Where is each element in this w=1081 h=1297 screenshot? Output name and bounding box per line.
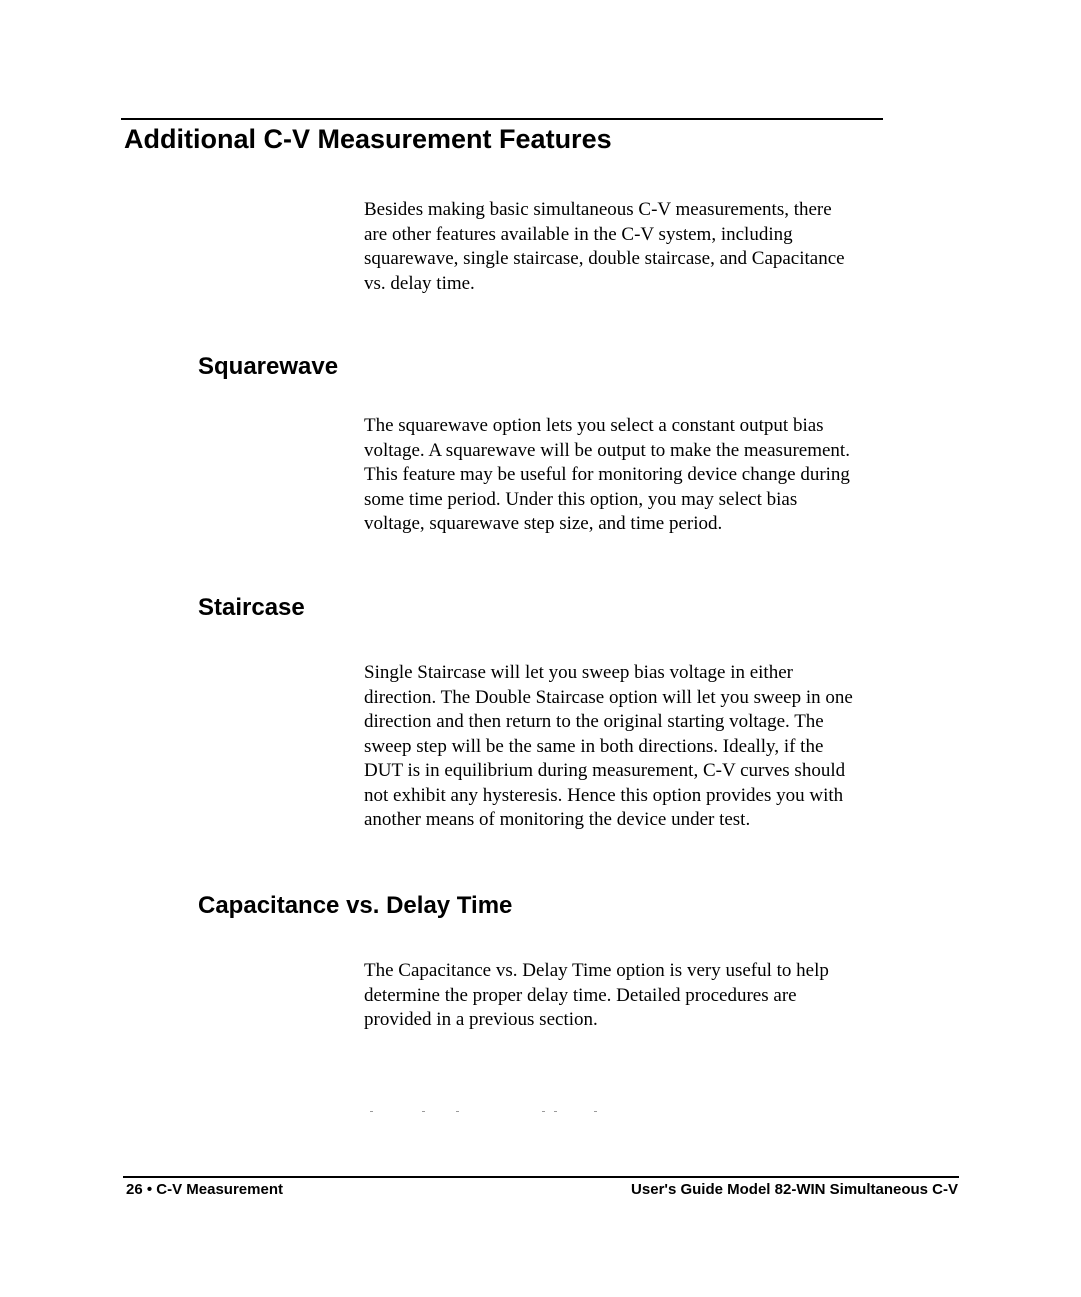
footer-guide-title: User's Guide Model 82-WIN Simultaneous C-V: [631, 1181, 958, 1198]
intro-line: squarewave, single staircase, double staircase, and Capacitance: [364, 248, 845, 269]
section-heading-staircase: Staircase: [198, 594, 305, 621]
intro-paragraph: [364, 198, 894, 296]
section-heading-squarewave: Squarewave: [198, 353, 339, 380]
paragraph-line: sweep step will be the same in both directions. Ideally, if the: [364, 735, 824, 757]
intro-line: are other features available in the C-V system, including: [364, 223, 793, 245]
section-heading-capacitance-delay: Capacitance vs. Delay Time: [198, 892, 513, 919]
paragraph-line: DUT is in equilibrium during measurement, C-V curves should: [364, 760, 846, 781]
paragraph-line: determine the proper delay time. Detailed procedures are: [364, 984, 797, 1006]
footer-rule: [123, 1176, 959, 1178]
squarewave-paragraph: [364, 414, 894, 537]
paragraph-line: voltage. A squarewave will be output to make the measurement.: [364, 439, 850, 461]
capacitance-delay-paragraph: [364, 959, 894, 1033]
scan-specks: [370, 1111, 600, 1115]
paragraph-line: provided in a previous section.: [364, 1009, 598, 1030]
paragraph-line: direction. The Double Staircase option will let you sweep in one: [364, 686, 853, 708]
paragraph-line: The squarewave option lets you select a constant output bias: [364, 415, 824, 436]
paragraph-line: direction and then return to the original starting voltage. The: [364, 711, 824, 732]
intro-line: vs. delay time.: [364, 272, 475, 294]
paragraph-line: Single Staircase will let you sweep bias voltage in either: [364, 662, 793, 683]
paragraph-line: voltage, squarewave step size, and time period.: [364, 513, 723, 534]
paragraph-line: The Capacitance vs. Delay Time option is very useful to help: [364, 960, 829, 981]
intro-line: Besides making basic simultaneous C-V measurements, there: [364, 199, 832, 220]
paragraph-line: not exhibit any hysteresis. Hence this option provides you with: [364, 784, 844, 806]
paragraph-line: another means of monitoring the device under test.: [364, 809, 751, 830]
paragraph-line: some time period. Under this option, you may select bias: [364, 488, 798, 510]
paragraph-line: This feature may be useful for monitoring device change during: [364, 464, 850, 485]
staircase-paragraph: [364, 661, 894, 833]
footer-page-label: 26 • C-V Measurement: [126, 1181, 283, 1198]
top-rule: [121, 118, 883, 120]
page-title: Additional C-V Measurement Features: [124, 124, 612, 154]
